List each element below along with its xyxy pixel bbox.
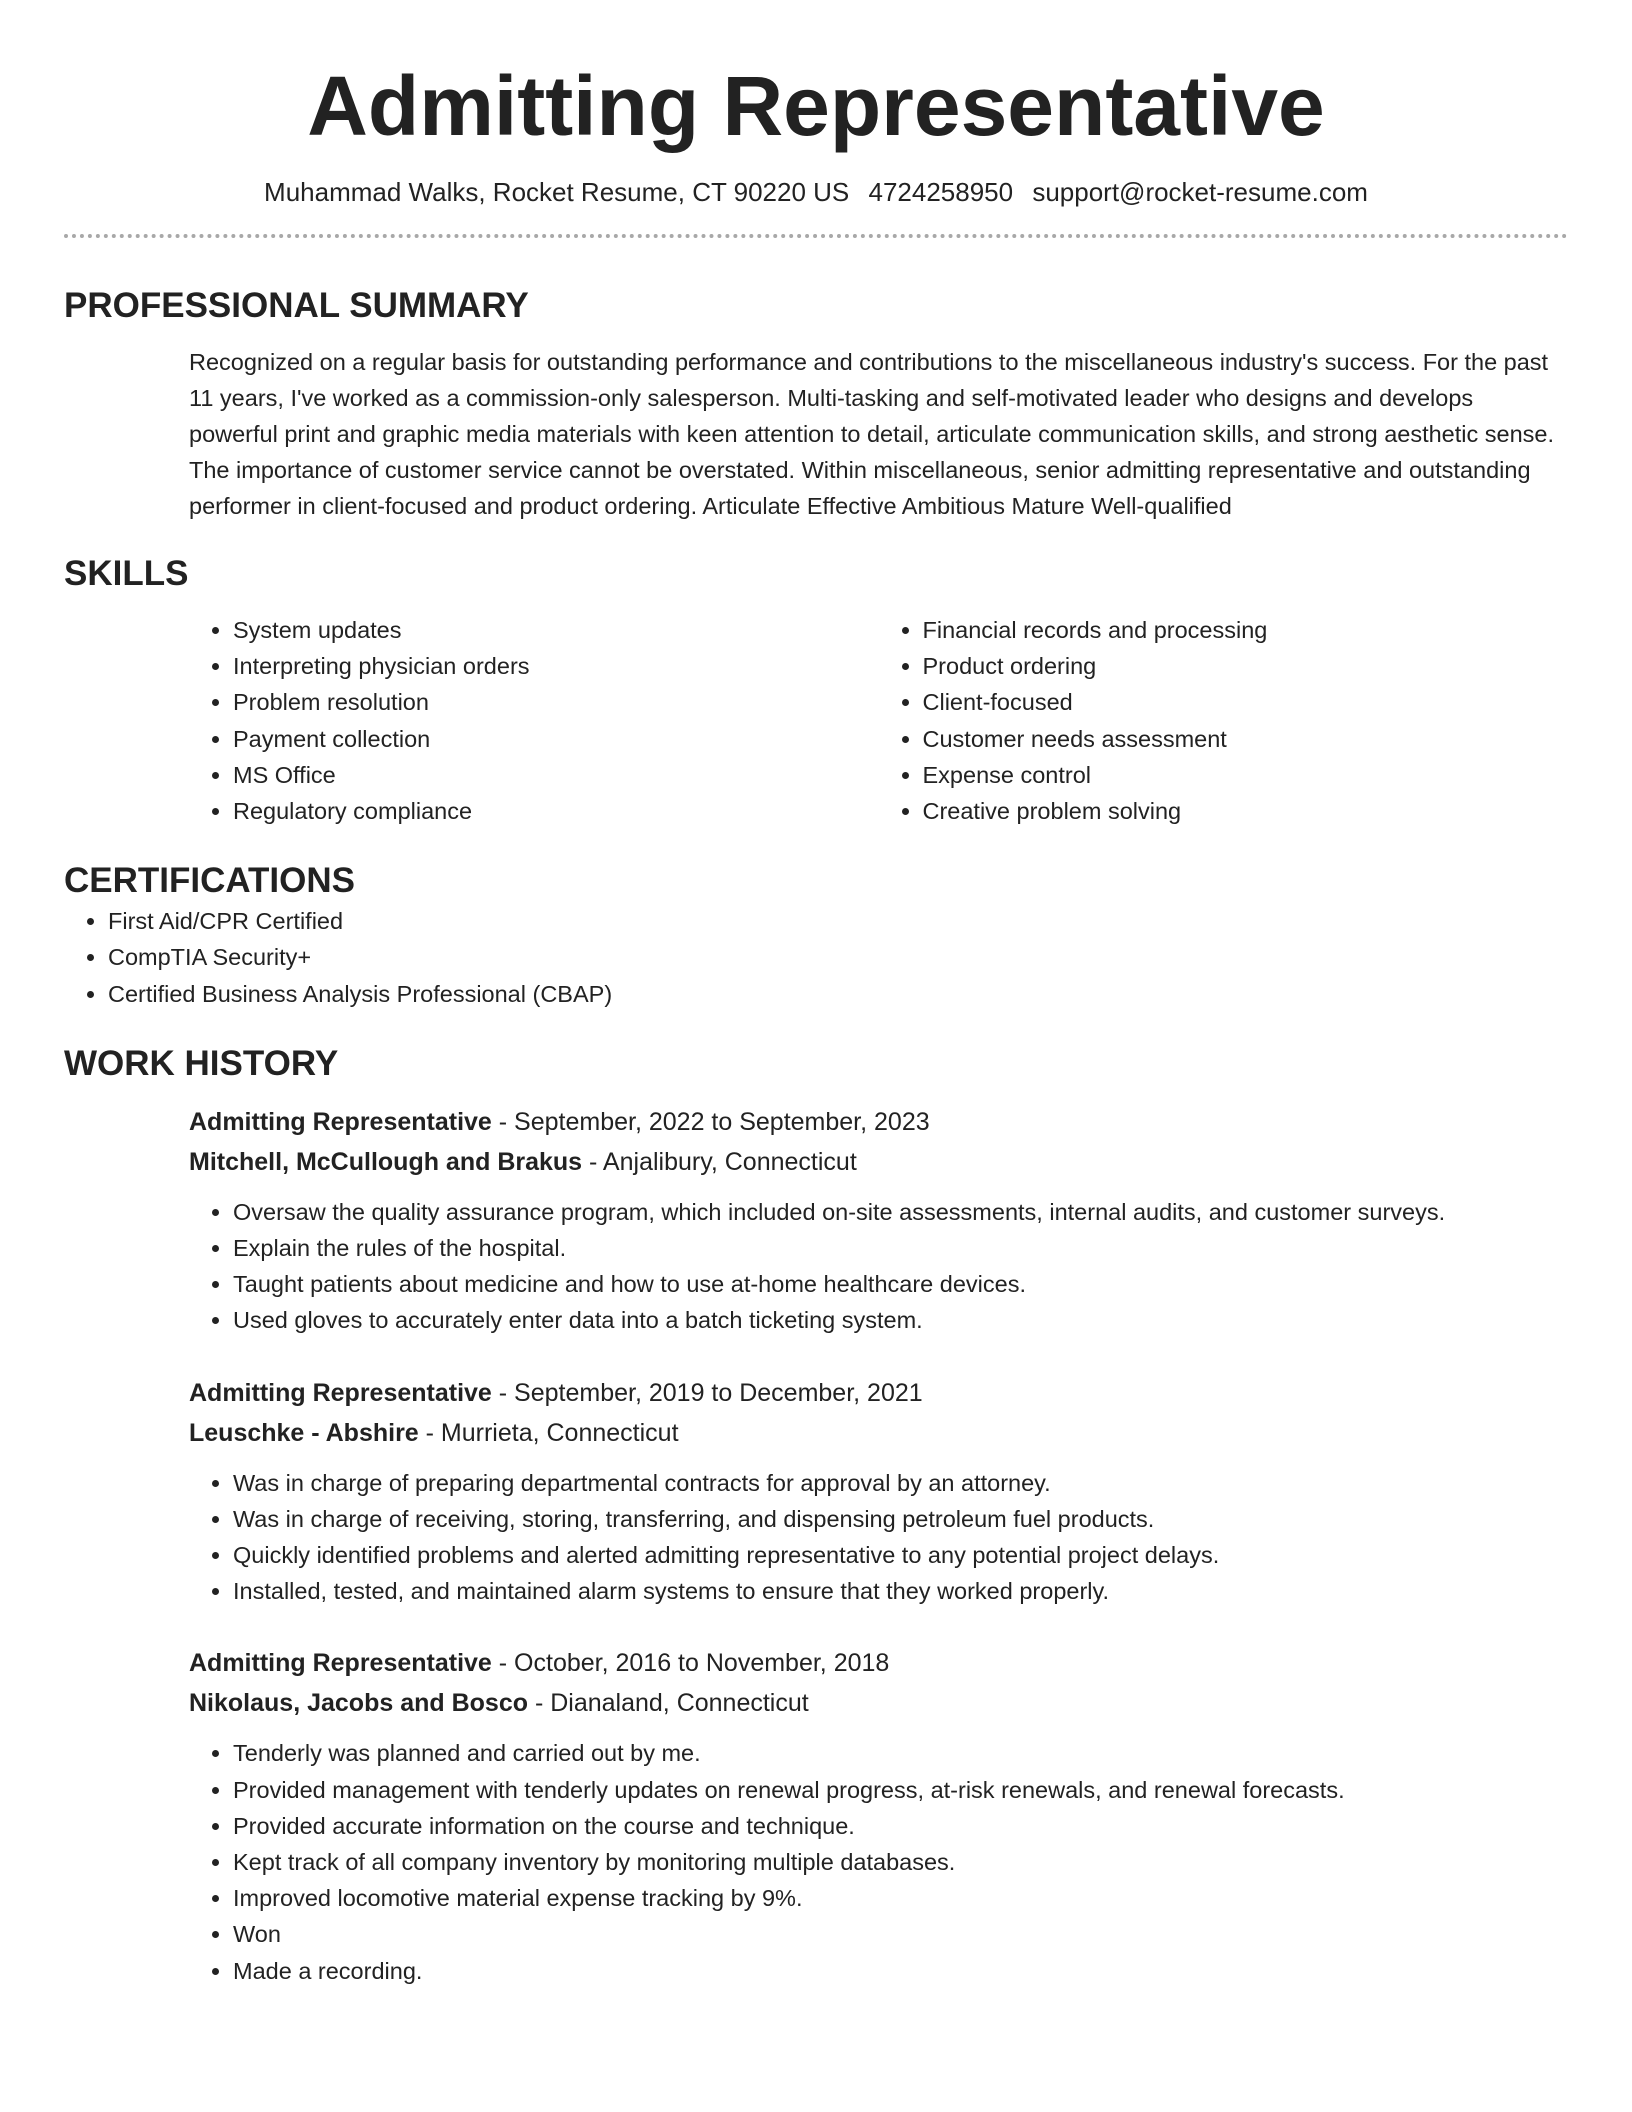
- job-bullet: • Quickly identified problems and alerted admitting representative to any potential project delays.: [233, 1537, 1568, 1573]
- job-bullet: • Explain the rules of the hospital.: [233, 1230, 1568, 1266]
- job-location: - Murrieta, Connecticut: [418, 1418, 679, 1447]
- skill-item: • Expense control: [923, 757, 1569, 793]
- skill-item: • Interpreting physician orders: [233, 648, 879, 684]
- resume-page: [64, 0, 1568, 1989]
- job-location: - Dianaland, Connecticut: [528, 1689, 809, 1718]
- skill-item: • Financial records and processing: [923, 612, 1569, 648]
- skills-list-left: [189, 612, 879, 829]
- contact-email[interactable]: support@rocket-resume.com: [1032, 177, 1368, 207]
- job-bullets: [189, 1465, 1568, 1610]
- job-company-line: [189, 1683, 1568, 1723]
- job-title: Admitting Representative: [189, 1649, 492, 1678]
- summary-heading: PROFESSIONAL SUMMARY: [64, 286, 529, 325]
- job-title-line: [189, 1102, 1568, 1142]
- skill-item: • Problem resolution: [233, 684, 879, 720]
- job-bullet: • Provided accurate information on the course and technique.: [233, 1808, 1568, 1844]
- skill-item: • System updates: [233, 612, 879, 648]
- job-company-line: [189, 1413, 1568, 1453]
- job-company: Nikolaus, Jacobs and Bosco: [189, 1689, 528, 1718]
- job-bullet: • Taught patients about medicine and how to use at-home healthcare devices.: [233, 1266, 1568, 1302]
- contact-address: Muhammad Walks, Rocket Resume, CT 90220 US: [264, 177, 850, 207]
- job-title-line: [189, 1643, 1568, 1683]
- skills-list-right: [879, 612, 1569, 829]
- job-title: Admitting Representative: [189, 1378, 492, 1407]
- job-company: Leuschke - Abshire: [189, 1418, 419, 1447]
- job-bullet: • Tenderly was planned and carried out by me.: [233, 1735, 1568, 1771]
- skill-item: • Creative problem solving: [923, 793, 1569, 829]
- job-bullet: • Installed, tested, and maintained alarm systems to ensure that they worked properly.: [233, 1573, 1568, 1609]
- contact-phone: 4724258950: [868, 177, 1014, 207]
- job-bullet: • Was in charge of preparing departmental contracts for approval by an attorney.: [233, 1465, 1568, 1501]
- job-dates: - September, 2019 to December, 2021: [491, 1378, 923, 1407]
- job-bullet: • Won: [233, 1916, 1568, 1952]
- job-bullets: [189, 1194, 1568, 1339]
- job-location: - Anjalibury, Connecticut: [582, 1147, 857, 1176]
- job-bullet: • Provided management with tenderly updates on renewal progress, at-risk renewals, and renewal forecasts.: [233, 1772, 1568, 1808]
- job-bullets: [189, 1735, 1568, 1988]
- skill-item: • Customer needs assessment: [923, 721, 1569, 757]
- job-title-line: [189, 1373, 1568, 1413]
- skill-item: • Payment collection: [233, 721, 879, 757]
- certifications-list: [64, 903, 1568, 1012]
- skill-item: • Product ordering: [923, 648, 1569, 684]
- job-bullet: • Used gloves to accurately enter data into a batch ticketing system.: [233, 1302, 1568, 1338]
- certifications-heading: CERTIFICATIONS: [64, 861, 356, 901]
- job-company: Mitchell, McCullough and Brakus: [189, 1147, 583, 1176]
- skill-item: • MS Office: [233, 757, 879, 793]
- skills-grid: [189, 612, 1568, 829]
- header-divider: [64, 234, 1568, 238]
- job-entry-2: [189, 1373, 1568, 1610]
- resume-title: Admitting Representative: [307, 59, 1325, 153]
- skill-item: • Client-focused: [923, 684, 1569, 720]
- job-entry-3: [189, 1643, 1568, 1988]
- skill-item: • Regulatory compliance: [233, 793, 879, 829]
- job-title: Admitting Representative: [189, 1107, 492, 1136]
- skills-heading: SKILLS: [64, 554, 189, 593]
- work-history-heading: WORK HISTORY: [64, 1043, 339, 1083]
- certification-item: • Certified Business Analysis Professional (CBAP): [108, 976, 1568, 1012]
- job-dates: - October, 2016 to November, 2018: [491, 1649, 890, 1678]
- summary-text: Recognized on a regular basis for outstanding performance and contributions to the miscellaneous industry's success. For the past 11 years, I've worked as a commission-only salesperson. Multi-tasking and self-motivated leader who designs and develops powerful print and graphic media materials with keen attention to detail, articulate communication skills, and strong aesthetic sense. The importance of customer service cannot be overstated. Within miscellaneous, senior admitting representative and outstanding performer in client-focused and product ordering. Articulate Effective Ambitious Mature Well-qualified: [189, 349, 1555, 519]
- contact-line: [64, 174, 1568, 210]
- job-entry-1: [189, 1102, 1568, 1339]
- job-company-line: [189, 1142, 1568, 1182]
- job-bullet: • Improved locomotive material expense tracking by 9%.: [233, 1880, 1568, 1916]
- job-dates: - September, 2022 to September, 2023: [491, 1107, 930, 1136]
- certification-item: • First Aid/CPR Certified: [108, 903, 1568, 939]
- job-bullet: • Oversaw the quality assurance program, which included on-site assessments, internal audits, and customer surveys.: [233, 1194, 1568, 1230]
- job-bullet: • Was in charge of receiving, storing, transferring, and dispensing petroleum fuel products.: [233, 1501, 1568, 1537]
- job-bullet: • Made a recording.: [233, 1953, 1568, 1989]
- job-bullet: • Kept track of all company inventory by monitoring multiple databases.: [233, 1844, 1568, 1880]
- certification-item: • CompTIA Security+: [108, 939, 1568, 975]
